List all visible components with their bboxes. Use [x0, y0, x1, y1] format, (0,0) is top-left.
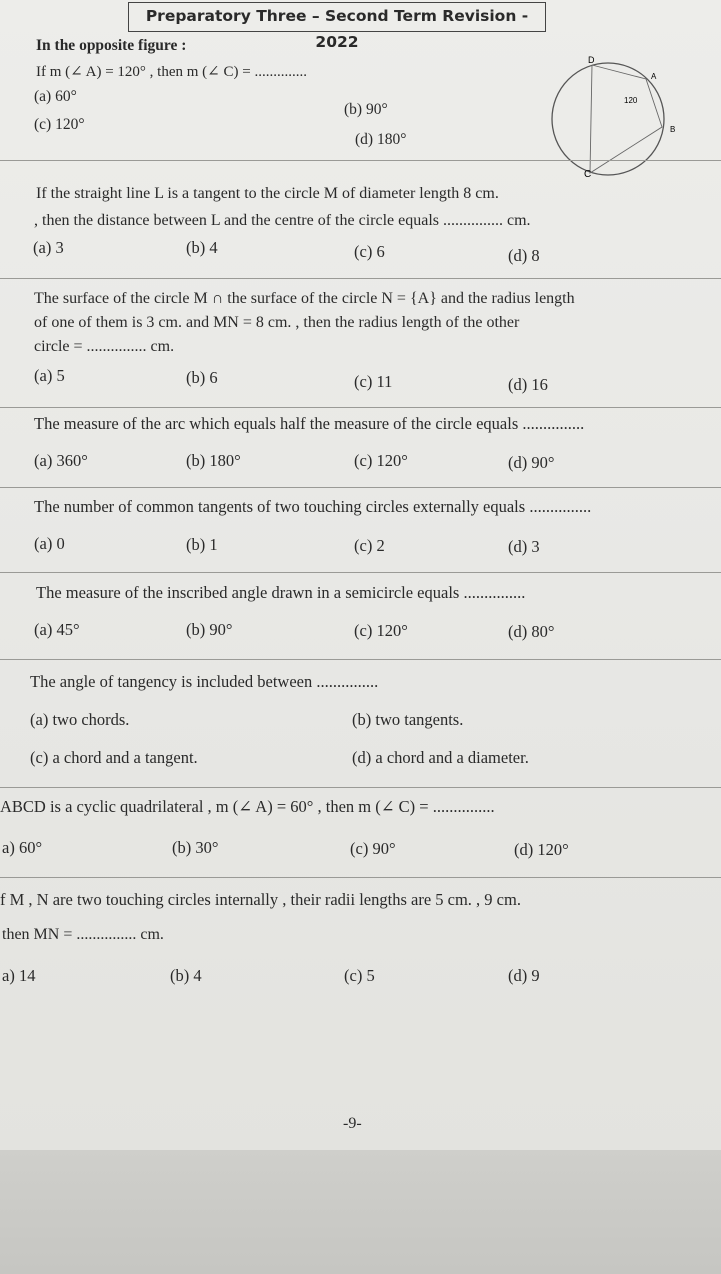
figure-label-a: A	[651, 72, 657, 81]
divider	[0, 487, 721, 488]
q7-option-a[interactable]: (a) two chords.	[30, 710, 130, 729]
q3-option-a[interactable]: (a) 5	[34, 366, 65, 385]
q5-option-d[interactable]: (d) 3	[508, 537, 540, 556]
q2-option-c[interactable]: (c) 6	[354, 242, 385, 261]
q3-option-b[interactable]: (b) 6	[186, 368, 218, 387]
q1-option-a[interactable]: (a) 60°	[34, 88, 77, 105]
q1-option-d[interactable]: (d) 180°	[355, 131, 407, 148]
q7-stem: The angle of tangency is included between ...............	[30, 672, 379, 691]
q3-option-c[interactable]: (c) 11	[354, 372, 393, 391]
q3-stem-line3: circle = ............... cm.	[34, 338, 175, 355]
q8-option-a[interactable]: a) 60°	[2, 838, 43, 857]
q5-option-c[interactable]: (c) 2	[354, 536, 385, 555]
q6-option-b[interactable]: (b) 90°	[186, 620, 233, 639]
q1-option-b[interactable]: (b) 90°	[344, 101, 388, 118]
q9-option-a[interactable]: a) 14	[2, 966, 36, 985]
divider	[0, 572, 721, 573]
q5-stem: The number of common tangents of two touching circles externally equals ...............	[34, 497, 592, 516]
q4-option-c[interactable]: (c) 120°	[354, 451, 408, 470]
q9-stem-line2: then MN = ............... cm.	[2, 926, 164, 943]
q4-option-d[interactable]: (d) 90°	[508, 453, 555, 472]
q9-option-b[interactable]: (b) 4	[170, 966, 202, 985]
q2-stem-line2: , then the distance between L and the centre of the circle equals ............... cm.	[34, 212, 531, 229]
q8-option-d[interactable]: (d) 120°	[514, 840, 569, 859]
q6-option-d[interactable]: (d) 80°	[508, 622, 555, 641]
q9-option-d[interactable]: (d) 9	[508, 966, 540, 985]
q4-option-a[interactable]: (a) 360°	[34, 451, 88, 470]
page-number: -9-	[343, 1115, 362, 1132]
q7-option-c[interactable]: (c) a chord and a tangent.	[30, 748, 198, 767]
divider	[0, 278, 721, 279]
figure-quadrilateral	[590, 65, 662, 173]
q3-stem-line2: of one of them is 3 cm. and MN = 8 cm. , then the radius length of the other	[34, 314, 520, 331]
q6-stem: The measure of the inscribed angle drawn in a semicircle equals ...............	[36, 583, 526, 602]
q6-option-a[interactable]: (a) 45°	[34, 620, 80, 639]
figure-circle	[552, 63, 664, 175]
q9-stem-line1: f M , N are two touching circles internally , their radii lengths are 5 cm. , 9 cm.	[0, 890, 521, 909]
divider	[0, 160, 721, 161]
q2-stem-line1: If the straight line L is a tangent to the circle M of diameter length 8 cm.	[36, 185, 499, 202]
q4-stem: The measure of the arc which equals half the measure of the circle equals ...............	[34, 414, 585, 433]
divider	[0, 659, 721, 660]
q8-option-c[interactable]: (c) 90°	[350, 839, 396, 858]
q7-option-d[interactable]: (d) a chord and a diameter.	[352, 748, 529, 767]
figure-label-b: B	[670, 125, 676, 134]
q9-option-c[interactable]: (c) 5	[344, 966, 375, 985]
divider	[0, 877, 721, 878]
q1-intro: In the opposite figure :	[36, 37, 187, 54]
q4-option-b[interactable]: (b) 180°	[186, 451, 241, 470]
q8-stem: ABCD is a cyclic quadrilateral , m (∠ A) = 60° , then m (∠ C) = ...............	[0, 797, 495, 816]
figure-angle-label: 120	[624, 96, 638, 105]
figure-label-c: C	[584, 169, 592, 180]
q3-stem-line1: The surface of the circle M ∩ the surface of the circle N = {A} and the radius length	[34, 290, 575, 307]
divider	[0, 787, 721, 788]
q2-option-b[interactable]: (b) 4	[186, 238, 218, 257]
q3-option-d[interactable]: (d) 16	[508, 375, 548, 394]
divider	[0, 407, 721, 408]
page-edge-shadow	[0, 1150, 721, 1274]
q5-option-a[interactable]: (a) 0	[34, 534, 65, 553]
q2-option-a[interactable]: (a) 3	[33, 238, 64, 257]
page-title: Preparatory Three – Second Term Revision - 2022	[128, 2, 546, 32]
q1-stem: If m (∠ A) = 120° , then m (∠ C) = ..............	[36, 64, 307, 80]
figure-label-d: D	[588, 55, 595, 65]
q5-option-b[interactable]: (b) 1	[186, 535, 218, 554]
q7-option-b[interactable]: (b) two tangents.	[352, 710, 464, 729]
q8-option-b[interactable]: (b) 30°	[172, 838, 219, 857]
q6-option-c[interactable]: (c) 120°	[354, 621, 408, 640]
q2-option-d[interactable]: (d) 8	[508, 246, 540, 265]
cyclic-quadrilateral-figure	[548, 55, 698, 185]
q1-option-c[interactable]: (c) 120°	[34, 116, 85, 133]
